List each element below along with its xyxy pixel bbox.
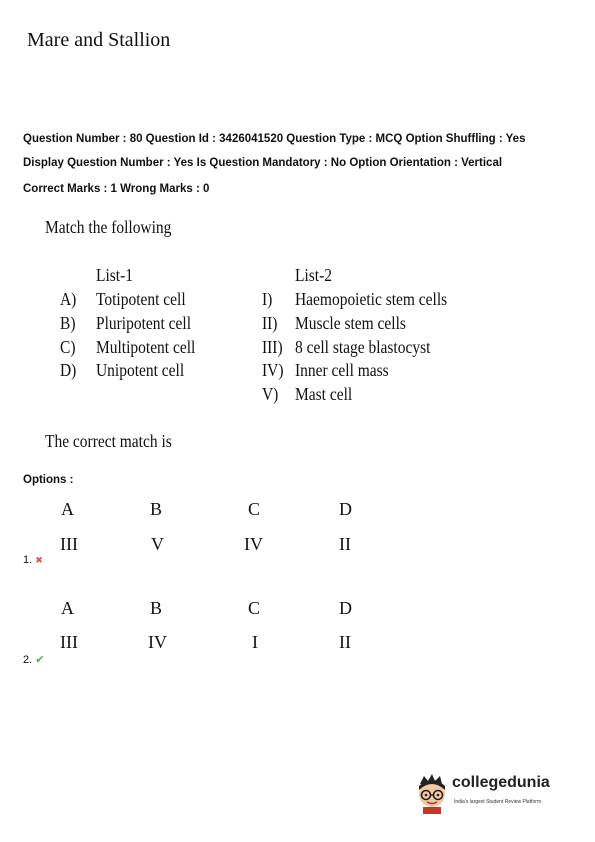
list2-item: Muscle stem cells	[295, 313, 406, 333]
options-label: Options :	[23, 474, 74, 486]
question-prompt: The correct match is	[45, 431, 172, 451]
list2-item: Inner cell mass	[295, 360, 389, 380]
logo-brand-text: collegedunia	[452, 774, 550, 791]
option-header-a: A	[61, 499, 74, 519]
list2-key: III)	[262, 337, 283, 357]
option-value-d: II	[339, 534, 351, 554]
option-header-c: C	[248, 499, 261, 519]
list1-item: Unipotent cell	[96, 360, 185, 380]
previous-answer-text: Mare and Stallion	[27, 29, 171, 51]
option-number: 1. ✖	[23, 554, 43, 566]
collegedunia-logo	[414, 770, 564, 814]
question-meta-line-3: Correct Marks : 1 Wrong Marks : 0	[23, 183, 210, 195]
list2-key: II)	[262, 313, 278, 333]
list2-item: 8 cell stage blastocyst	[295, 337, 431, 357]
question-meta-line-1: Question Number : 80 Question Id : 3426041520 Question Type : MCQ Option Shuffling : Yes	[23, 133, 526, 145]
list2-item: Mast cell	[295, 384, 353, 404]
option-value-a: III	[60, 534, 78, 554]
option-header-b: B	[150, 598, 163, 618]
option-header-b: B	[150, 499, 163, 519]
list1-key: A)	[60, 289, 77, 309]
list1-header: List-1	[96, 265, 133, 285]
list2-header: List-2	[295, 265, 332, 285]
option-header-c: C	[248, 598, 261, 618]
option-header-d: D	[339, 598, 352, 618]
list1-item: Multipotent cell	[96, 337, 196, 357]
list2-key: I)	[262, 289, 273, 309]
wrong-mark-icon: ✖	[35, 555, 43, 565]
list2-item: Haemopoietic stem cells	[295, 289, 448, 309]
list1-key: B)	[60, 313, 76, 333]
option-value-b: V	[151, 534, 164, 554]
option-header-d: D	[339, 499, 352, 519]
option-value-d: II	[339, 632, 351, 652]
logo-tagline: India's largest Student Review Platform	[454, 799, 542, 805]
option-value-c: I	[252, 632, 258, 652]
option-value-a: III	[60, 632, 78, 652]
mascot-icon	[414, 770, 450, 814]
correct-mark-icon: ✔	[35, 654, 45, 666]
question-meta-line-2: Display Question Number : Yes Is Question Mandatory : No Option Orientation : Vertical	[23, 157, 503, 169]
option-value-b: IV	[148, 632, 167, 652]
list1-key: C)	[60, 337, 76, 357]
option-value-c: IV	[244, 534, 263, 554]
option-number: 2. ✔	[23, 654, 45, 666]
list1-item: Totipotent cell	[96, 289, 186, 309]
option-header-a: A	[61, 598, 74, 618]
question-intro: Match the following	[45, 217, 172, 237]
list1-item: Pluripotent cell	[96, 313, 192, 333]
list1-key: D)	[60, 360, 77, 380]
list2-key: V)	[262, 384, 279, 404]
list2-key: IV)	[262, 360, 284, 380]
